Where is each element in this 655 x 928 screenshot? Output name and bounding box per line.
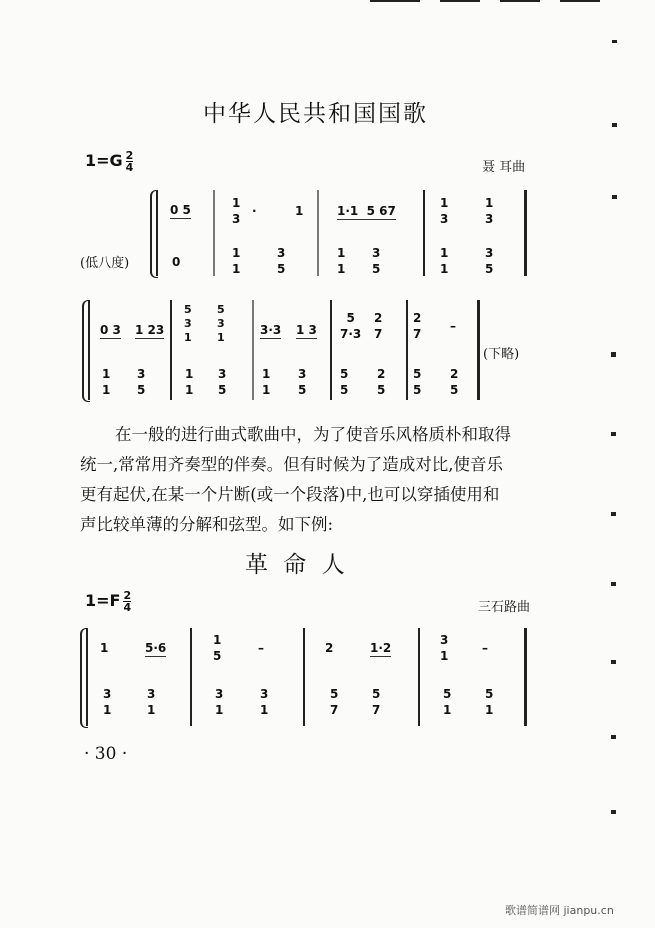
binding-hole	[611, 735, 616, 739]
time-bottom: 4	[125, 161, 134, 174]
note: 2 5	[450, 367, 459, 397]
binding-hole	[612, 123, 617, 127]
barline	[303, 628, 305, 726]
note: 1 5	[213, 633, 222, 663]
note: 2	[325, 641, 334, 655]
binding-hole	[612, 40, 617, 43]
barline	[317, 190, 319, 276]
note: 3 1	[215, 687, 224, 717]
barline	[156, 190, 158, 276]
barline	[423, 190, 425, 276]
time-bottom: 4	[123, 601, 132, 614]
time-signature	[123, 590, 131, 613]
barline-final	[524, 190, 527, 276]
paragraph-line: 在一般的进行曲式歌曲中，为了使音乐风格质朴和取得	[115, 425, 511, 444]
note: 3 1	[147, 687, 156, 717]
note: 1 1	[262, 367, 271, 397]
note: 1 3	[485, 196, 494, 226]
note: 3 5	[218, 367, 227, 397]
note: –	[482, 641, 488, 655]
note: 0 5	[170, 203, 191, 217]
paragraph-line: 更有起伏,在某一个片断(或一个段落)中,也可以穿插使用和	[80, 485, 500, 504]
note: 1 3	[440, 196, 449, 226]
barline-final	[524, 628, 527, 726]
note: 3 5	[485, 246, 494, 276]
note: 3·3	[260, 323, 282, 337]
barline	[88, 300, 90, 400]
barline	[252, 300, 254, 400]
paragraph-line: 统一,常常用齐奏型的伴奏。但有时候为了造成对比,使音乐	[80, 455, 503, 474]
note: 2 5	[377, 367, 386, 397]
note: 1 3	[296, 323, 317, 337]
note: 1	[295, 204, 304, 218]
page-number: · 30 ·	[84, 744, 128, 764]
barline	[330, 300, 332, 400]
key-signature	[85, 150, 133, 173]
binding-hole	[611, 512, 616, 516]
note: –	[258, 641, 264, 655]
note: 1 1	[102, 367, 111, 397]
note: 1 1	[337, 246, 346, 276]
note: 3 5	[372, 246, 381, 276]
note: 3 1	[103, 687, 112, 717]
binding-hole	[612, 195, 617, 199]
barline-final	[477, 300, 480, 400]
note: 1·1 5 67	[337, 204, 396, 218]
note: 5 7·3	[340, 311, 362, 341]
scan-edge-mark	[560, 0, 600, 2]
time-top: 2	[125, 149, 134, 162]
composer: 聂 耳曲	[482, 160, 526, 175]
barline	[213, 190, 215, 276]
note: 1	[100, 641, 109, 655]
binding-hole	[611, 582, 616, 586]
binding-hole	[611, 660, 616, 664]
note: 1 1	[185, 367, 194, 397]
note: 3 1	[260, 687, 269, 717]
binding-hole	[611, 432, 616, 436]
song-title: 中华人民共和国国歌	[203, 101, 428, 127]
note: 1 1	[232, 246, 241, 276]
binding-hole	[611, 810, 616, 814]
note: 5 3 1	[217, 303, 225, 344]
key-label: 1=G	[85, 151, 123, 170]
key-label: 1=F	[85, 591, 121, 610]
barline	[190, 628, 192, 726]
note: 3 1	[440, 633, 449, 663]
note: 5·6	[145, 641, 167, 655]
composer: 三石路曲	[478, 600, 531, 615]
time-top: 2	[123, 589, 132, 602]
time-signature	[126, 150, 134, 173]
barline	[170, 300, 172, 400]
scan-edge-mark	[370, 0, 420, 2]
note: 1 3	[232, 196, 241, 226]
note: 0 3	[100, 323, 121, 337]
note: 2 7	[413, 311, 422, 341]
key-signature	[85, 590, 131, 613]
binding-hole	[611, 352, 616, 357]
note: 5 1	[485, 687, 494, 717]
note: 5 5	[340, 367, 349, 397]
note: 5 7	[330, 687, 339, 717]
note: –	[450, 319, 456, 333]
scan-edge-mark	[500, 0, 540, 2]
watermark: 歌谱简谱网 jianpu.cn	[505, 904, 614, 917]
note: 1·2	[370, 641, 392, 655]
note: 1 1	[440, 246, 449, 276]
note: 3 5	[277, 246, 286, 276]
note: 5 1	[443, 687, 452, 717]
barline	[406, 300, 408, 400]
omitted-label: (下略)	[483, 347, 520, 362]
note: 3 5	[298, 367, 307, 397]
note: ·	[252, 204, 257, 218]
note: 5 7	[372, 687, 381, 717]
note: 5 3 1	[184, 303, 192, 344]
barline	[418, 628, 420, 726]
note: 3 5	[137, 367, 146, 397]
barline	[86, 628, 88, 726]
note: 0	[172, 255, 181, 269]
paragraph-line: 声比较单薄的分解和弦型。如下例:	[80, 515, 334, 534]
note: 5 5	[413, 367, 422, 397]
song-title: 革 命 人	[245, 552, 349, 578]
scan-edge-mark	[440, 0, 480, 2]
note: 2 7	[374, 311, 383, 341]
note: 1 23	[135, 323, 165, 337]
octave-label: (低八度)	[80, 256, 130, 271]
